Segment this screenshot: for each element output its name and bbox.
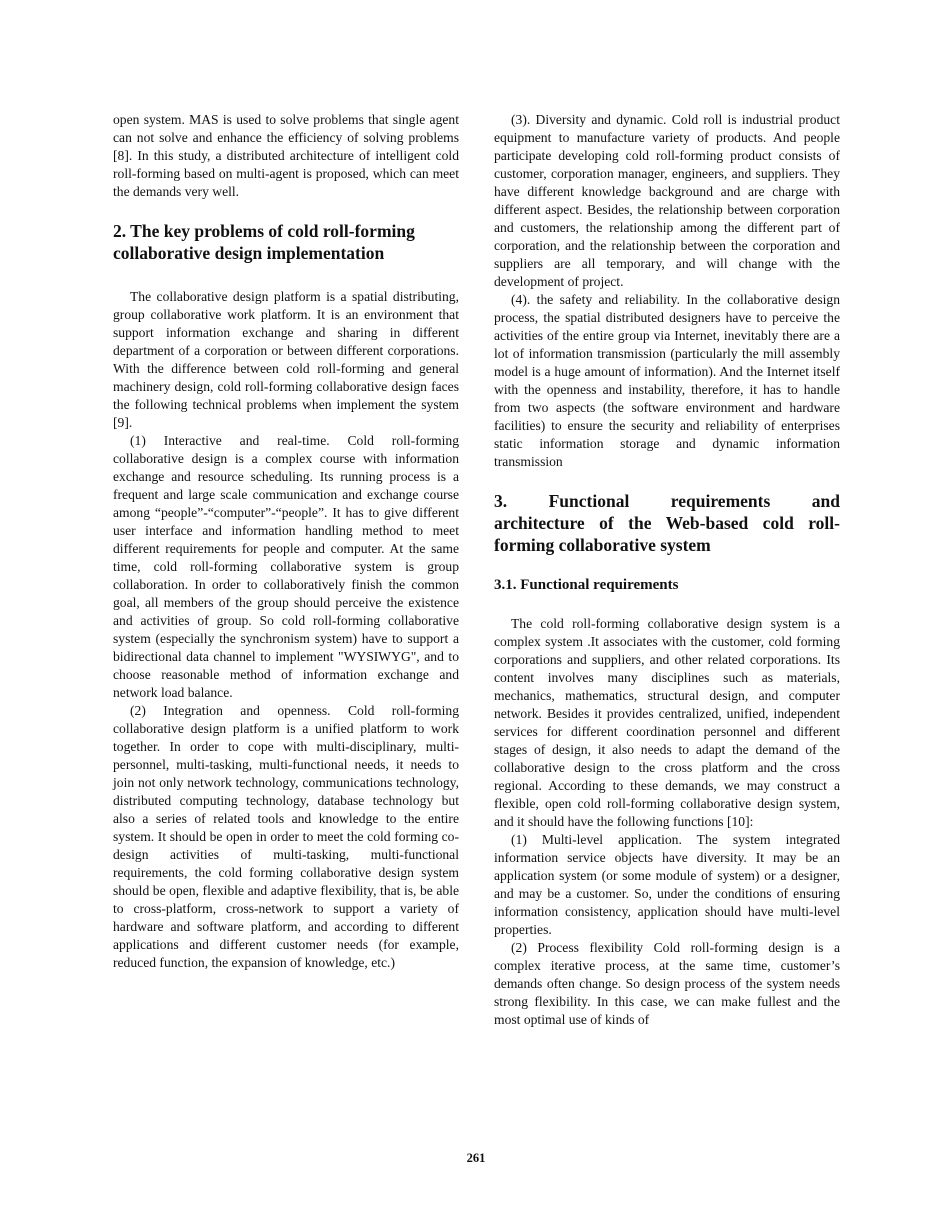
intro-paragraph: open system. MAS is used to solve problems that single agent can not solve and enhance the efficiency of solving problems [8]. In this study, a distributed architecture of intelligent cold roll-forming based on multi-agent is proposed, which can meet the demands very well. bbox=[113, 112, 459, 199]
left-column bbox=[113, 111, 459, 972]
section-3-heading-line: architecture of the Web-based cold roll- bbox=[494, 513, 840, 533]
page-number: 261 bbox=[466, 1151, 486, 1165]
section-2-paragraph: (3). Diversity and dynamic. Cold roll is industrial product equipment to manufacture variety of products. And people participate developing cold roll-forming product consists of customer, corporation manager, engineers, and suppliers. They have different knowledge background and are charge with different aspect. Besides, the relationship between corporation and customers, the relationship among the different part of corporation, and the relationship between the corporation and suppliers are all temporary, and will change with the development of project. bbox=[494, 112, 840, 289]
section-2-paragraph: The collaborative design platform is a spatial distributing, group collaborative work platform. It is an environment that support information exchange and sharing in different department of a corporation or between different corporations. With the difference between cold roll-forming and general machinery design, cold roll-forming collaborative design faces the following technical problems when implement the system [9]. bbox=[113, 289, 459, 430]
section-3-1-paragraph: (2) Process flexibility Cold roll-forming design is a complex iterative process, at the same time, customer’s demands often change. So design process of the system needs strong flexibility. In this case, we can make fullest and the most optimal use of kinds of bbox=[494, 940, 840, 1027]
section-3-1-paragraph: (1) Multi-level application. The system integrated information service objects have diversity. It may be an application system (or some module of system) or a designer, and may be a customer. So, under the conditions of ensuring information consistency, application should have multi-level properties. bbox=[494, 832, 840, 937]
section-2-paragraph: (1) Interactive and real-time. Cold roll-forming collaborative design is a complex course with information exchange and resource scheduling. Its running process is a frequent and large scale communication and exchange course among “people”-“computer”-“people”. It has to give different user interface and information handling method to meet different requirements for people and computer. At the same time, cold roll-forming collaborative system is group collaboration. In order to collaboratively finish the common goal, all members of the group should perceive the existence and activities of group. So cold roll-forming collaborative system (especially the synchronism system) have to support a bidirectional data channel to implement "WYSIWYG", and to choose reasonable method of information exchange and network load balance. bbox=[113, 433, 459, 700]
section-3-heading-line: forming collaborative system bbox=[494, 535, 711, 555]
section-3-heading bbox=[494, 490, 840, 556]
section-3-1-paragraph: The cold roll-forming collaborative design system is a complex system .It associates with the customer, cold forming corporations and suppliers, and other related corporations. Its content involves many disciplines such as materials, mechanics, mathematics, structural design, and computer network. Besides it provides centralized, unified, independent services for different coordination personnel and different stages of design, it also needs to adapt the demand of the collaborative design to the cross platform and the cross regional. According to these demands, we may construct a flexible, open cold roll-forming collaborative design system, and it should have the following functions [10]: bbox=[494, 616, 840, 829]
section-2-heading: 2. The key problems of cold roll-forming collaborative design implementation bbox=[113, 221, 415, 263]
section-2-paragraph: (2) Integration and openness. Cold roll-forming collaborative design platform is a unified platform to work together. In order to cope with multi-disciplinary, multi-personnel, multi-tasking, multi-functional needs, it needs to join not only network technology, communications technology, distributed computing technology, database technology but also a series of related tools and knowledge to the entire system. It should be open in order to meet the cold forming co-design activities of multi-tasking, multi-functional requirements, the cold forming collaborative design system should be open, flexible and adaptive flexibility, that is, be able to cross-platform, cross-network to support a variety of hardware and software platform, and according to different applications and different customer needs (for example, reduced function, the expansion of knowledge, etc.) bbox=[113, 703, 459, 970]
section-3-heading-line: 3. Functional requirements and bbox=[494, 491, 840, 511]
right-column bbox=[494, 111, 840, 1029]
section-2-paragraph: (4). the safety and reliability. In the collaborative design process, the spatial distributed designers have to perceive the activities of the entire group via Internet, inevitably there are a lot of information transmission (particularly the mill assembly model is a huge amount of information). And the Internet itself with the openness and instability, therefore, it has to handle from two aspects (the software environment and hardware facilities) to ensure the security and reliability of enterprises static information storage and dynamic information transmission bbox=[494, 292, 840, 469]
section-3-1-heading: 3.1. Functional requirements bbox=[494, 577, 679, 593]
